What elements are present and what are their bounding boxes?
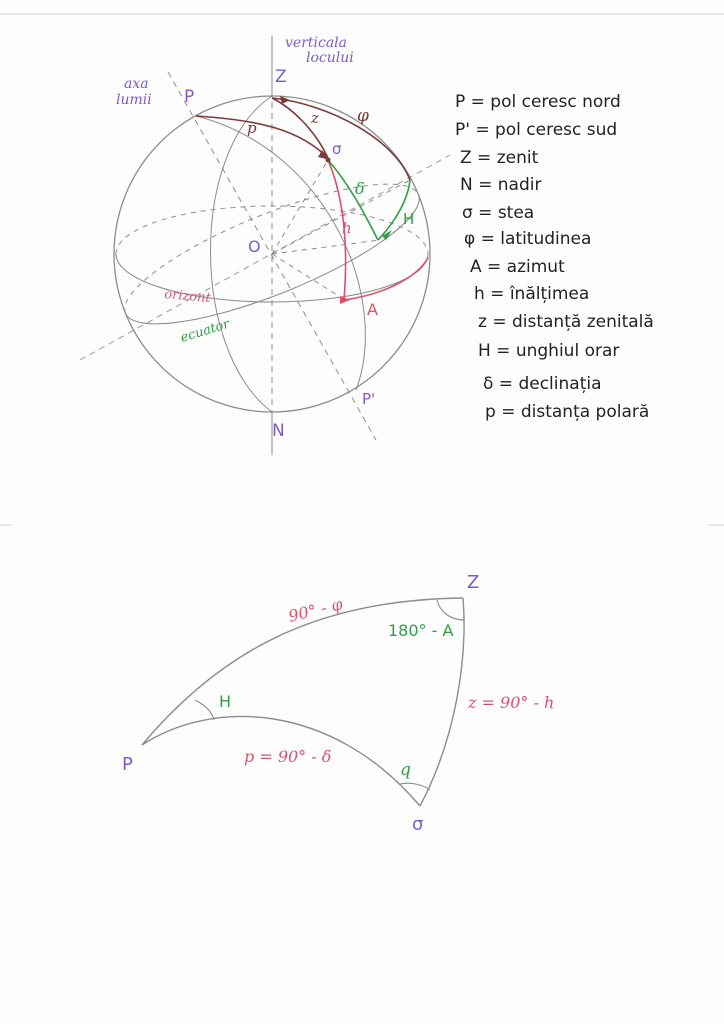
label-H: H <box>403 210 415 228</box>
equator-back <box>111 158 419 313</box>
triangle-angle-Z: 180° - A <box>388 621 454 640</box>
label-delta: δ <box>355 179 365 198</box>
label-star: σ <box>332 140 342 158</box>
dashed-diameter-4 <box>272 180 410 254</box>
meridian-left <box>211 96 273 412</box>
legend-item-P-prime: P' = pol ceresc sud <box>455 120 618 140</box>
angle-arc-Z <box>437 600 465 620</box>
equator-diameter <box>80 155 450 360</box>
triangle-label-Z: Z <box>467 572 480 593</box>
label-horizon: orizont <box>163 287 212 307</box>
equator-front <box>126 195 434 350</box>
label-phi: φ <box>357 106 369 126</box>
legend-item-p: p = distanța polară <box>485 402 650 422</box>
angle-arc-P <box>195 700 214 720</box>
triangle-side-PZ: 90° - φ <box>286 594 345 626</box>
label-Z: Z <box>275 67 287 87</box>
label-equator: ecuator <box>178 316 232 346</box>
legend-item-A: A = azimut <box>470 257 565 277</box>
label-h: h <box>342 219 352 237</box>
triangle-label-P: P <box>122 754 133 775</box>
spherical-triangle <box>122 572 554 835</box>
label-z: z <box>311 109 319 127</box>
arc-zenith-distance <box>272 98 328 158</box>
label-A: A <box>367 300 378 319</box>
label-O: O <box>248 237 261 256</box>
legend-item-delta: δ = declinația <box>483 374 602 394</box>
label-N: N <box>272 421 285 441</box>
dashed-diameter-3 <box>272 160 328 254</box>
legend-item-P: P = pol ceresc nord <box>455 92 621 112</box>
legend-item-N: N = nadir <box>460 175 542 195</box>
arc-latitude <box>272 98 410 180</box>
legend-item-h: h = înălțimea <box>474 284 590 304</box>
triangle-angle-star: q <box>400 760 411 780</box>
label-vertical-line1: verticala <box>285 35 348 51</box>
label-vertical-line2: locului <box>306 50 354 66</box>
celestial-sphere <box>80 35 450 455</box>
legend-item-phi: φ = latitudinea <box>464 229 592 249</box>
triangle-side-Z-star: z = 90° - h <box>468 693 555 712</box>
star-point <box>326 158 331 163</box>
label-axis-line1: axa <box>124 76 149 92</box>
legend <box>455 92 654 422</box>
label-P-prime: P' <box>362 390 376 408</box>
legend-item-H: H = unghiul orar <box>478 341 620 361</box>
arc-declination <box>328 160 378 240</box>
label-p: p <box>247 119 257 137</box>
legend-item-star: σ = stea <box>462 203 535 223</box>
triangle-label-star: σ <box>412 814 424 835</box>
triangle-side-P-star: p = 90° - δ <box>244 747 332 766</box>
label-axis-line2: lumii <box>116 92 152 108</box>
label-P: P <box>184 87 195 107</box>
triangle-angle-P: H <box>219 692 232 711</box>
legend-item-Z: Z = zenit <box>460 148 539 168</box>
dashed-diameter-1 <box>272 240 380 254</box>
legend-item-z: z = distanță zenitală <box>478 312 654 332</box>
arc-azimuth <box>344 258 428 300</box>
